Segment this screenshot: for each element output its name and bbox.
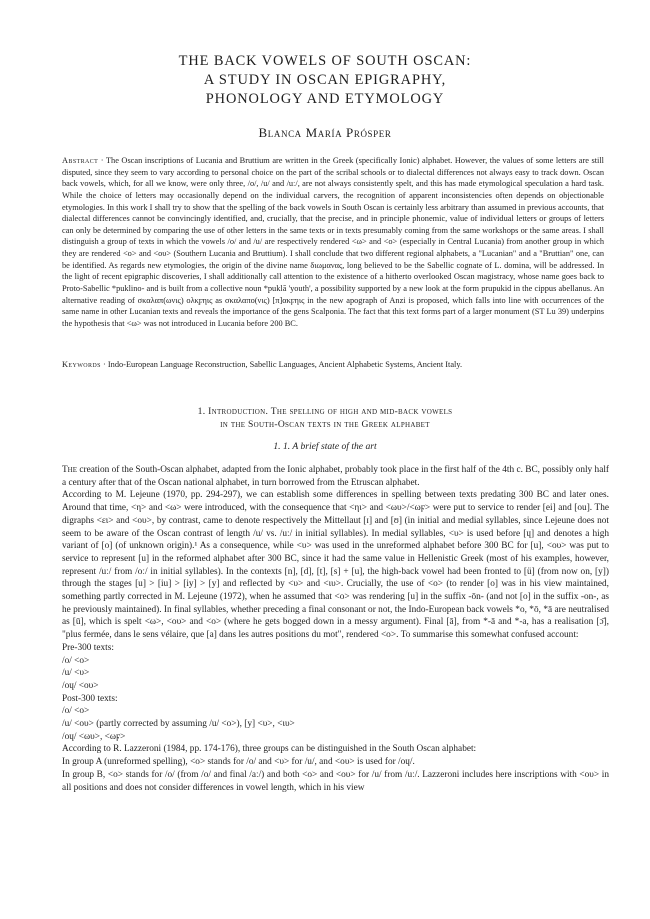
- title-line-1: THE BACK VOWELS OF SOUTH OSCAN:: [178, 53, 472, 69]
- keywords-text: Indo-European Language Reconstruction, Sabellic Languages, Ancient Alphabetic Systems, Ancient Italy.: [107, 360, 463, 369]
- abstract-separator: ·: [100, 156, 104, 165]
- title-line-2: A STUDY IN OSCAN EPIGRAPHY,: [203, 72, 447, 88]
- group-b-text: In group B, <ο> stands for /o/ (from /o/ and final /aː/) and both <ο> and <ου> for /u/ from /uː/. Lazzeroni includes here inscriptions with <ου> in all positions and does not consider differences in vowel length, which in his view: [62, 769, 609, 793]
- list-item: Pre-300 texts:: [62, 642, 114, 653]
- keywords: [62, 359, 622, 370]
- section-heading-line-1: 1. Introduction. The spelling of high and mid-back vowels: [197, 406, 453, 417]
- list-item: /u/ <ου> (partly corrected by assuming /u/ <ο>), [y] <υ>, <ιυ>: [62, 719, 295, 730]
- paragraph-2: According to M. Lejeune (1970, pp. 294-297), we can establish some differences in spelling between texts predating 300 BC and later ones. Around that time, <η> and <ω> were introduced, with the consequence that <ηι> and <ωυ>/<ωϝ> were put to service to render [ei] and [ou]. The digraphs <ει> and <ου>, by contrast, came to denote respectively the Mittellaut [ɪ] and [ʊ] (in initial and medial syllables, since Lejeune does not seem to be aware of the Oscan contrast of length /u/ vs. /uː/ in initial syllables). In medial syllables, <υ> is used before [ɥ] and denotes a high variant of [o] (of unknown origin).¹ As a consequence, while <υ> was used in the unreformed alphabet before 300 BC for [u], <ου> was put to service to represent [u] in the reformed alphabet after 300 BC, since it had the same value in Hellenistic Greek (most of his examples, however, represent /uː/ from /oː/ in initial syllables). In the contexts [n], [d], [t], [s] + [u], the high-back vowel had been fronted to [ü] (from now on, [y]) through the stages [u] > [iu] > [iy] > [y] and reflected by <υ> and <ιυ>. Crucially, the use of <ο> (to render [o] was in his view maintained, something partly corrected in M. Lejeune (1972), when he assumed that <ο> was rendering [u] in the suffix -ōn- (and not [o] in the suffix -on-, as he previously maintained). In final syllables, whether preceding a final consonant or not, the Indo-European back vowels *o, *ō, *ā are neutralised as [ū], which is spelt <ω>, <ου> and <ο> (where he gets bogged down in a messy argument). Final [ā], from *-ā and *-a, has a realisation [ɔ̄], "plus fermée, dans le sens vélaire, que [a] dans les autres positions du mot", rendered <ο>. To summarise this somewhat confused account:: [62, 490, 609, 641]
- summary-list: [62, 642, 609, 744]
- abstract: [62, 155, 604, 329]
- body-text: [62, 464, 609, 794]
- keywords-label: Keywords: [62, 360, 101, 369]
- list-item: Post-300 texts:: [62, 693, 118, 704]
- list-item: /oɥ/ <ου>: [62, 680, 99, 691]
- paragraph-1: [62, 464, 609, 489]
- group-a-text: In group A (unreformed spelling), <ο> stands for /o/ and <υ> for /u/, and <ου> is used for /oɥ/.: [62, 757, 415, 768]
- abstract-text: The Oscan inscriptions of Lucania and Bruttium are written in the Greek (specifically Ionic) alphabet. However, the values of some letters are still disputed, since they seem to vary according to personal choice on the part of the scribal schools or to dialectal differences not always easy to track down. Oscan back vowels, which, for all we know, were only three, /o/, /u/ and /uː/, are not always consistently spelt, and this has made etymological speculation a hard task. While the choice of letters may occasionally depend on the individual carvers, the recognition of apparent inconsistencies often depends on objectionable etymologies. In this work I shall try to show that the spelling of the back vowels in South Oscan is certainly less arbitrary than assumed in previous accounts, that dialectal differences cannot be convincingly identified, and, crucially, that the precise, and in principle phonemic, value of individual letters or groups of letters can only be determined by comparing the use of other letters in the same texts or in texts presumably coming from the same workshops or the same areas. I shall distinguish a group of texts in which the vowels /o/ and /u/ are respectively rendered <ω> and <ο> (especially in Central Lucania) from another group in which they are rendered <ο> and <ου> (Southern Lucania and Bruttium). I shall conclude that two different regional alphabets, a "Lucanian" and a "Bruttian" one, can be identified. As regards new etymologies, the origin of the divine name διωμανας, long believed to be the Sabellic cognate of L. domina, will be addressed. In the light of recent epigraphic discoveries, I shall additionally call attention to the existence of a hitherto overlooked Oscan magistracy, whose name goes back to Proto-Sabellic *puklino- and is built from a collective noun *puklā 'youth', a possibility supported by a new look at the form prupukid in the cippus abellanus. An alternative reading of σκαλαπ(ωνις) ολκ̣ϝηις as σκαλαπο(νις) [π]ακϝηις in the new apograph of Anzi is proposed, which falls into line with occurrences of the same name in other Lucanian texts and reveals the importance of the gens Scalponia. The fact that this text forms part of a larger monument (ST Lu 39) underpins the hypothesis that <ω> was not introduced in Lucania before 200 BC.: [62, 156, 604, 328]
- list-item: /oɥ/ <ωυ>, <ωϝ>: [62, 731, 126, 742]
- abstract-label: Abstract: [62, 156, 99, 165]
- title-line-3: PHONOLOGY AND ETYMOLOGY: [205, 91, 445, 107]
- author-name: Blanca María Prósper: [258, 125, 392, 140]
- paragraph-1-text: creation of the South-Oscan alphabet, adapted from the Ionic alphabet, probably took place in the first half of the 4th c. BC, possibly only half a century after that of the Oscan national alphabet, in turn borrowed from the Etruscan alphabet.: [62, 465, 609, 488]
- section-heading-line-2: in the South-Oscan texts in the Greek alphabet: [220, 419, 430, 430]
- list-item: /o/ <ο>: [62, 655, 90, 666]
- list-item: /o/ <ο>: [62, 706, 90, 717]
- paragraph-3: According to R. Lazzeroni (1984, pp. 174-176), three groups can be distinguished in the South Oscan alphabet:: [62, 744, 477, 755]
- paragraph-1-lead: The: [62, 465, 78, 475]
- keywords-separator: ·: [103, 360, 106, 369]
- subsection-heading: 1. 1. A brief state of the art: [273, 441, 377, 452]
- list-item: /u/ <υ>: [62, 668, 90, 679]
